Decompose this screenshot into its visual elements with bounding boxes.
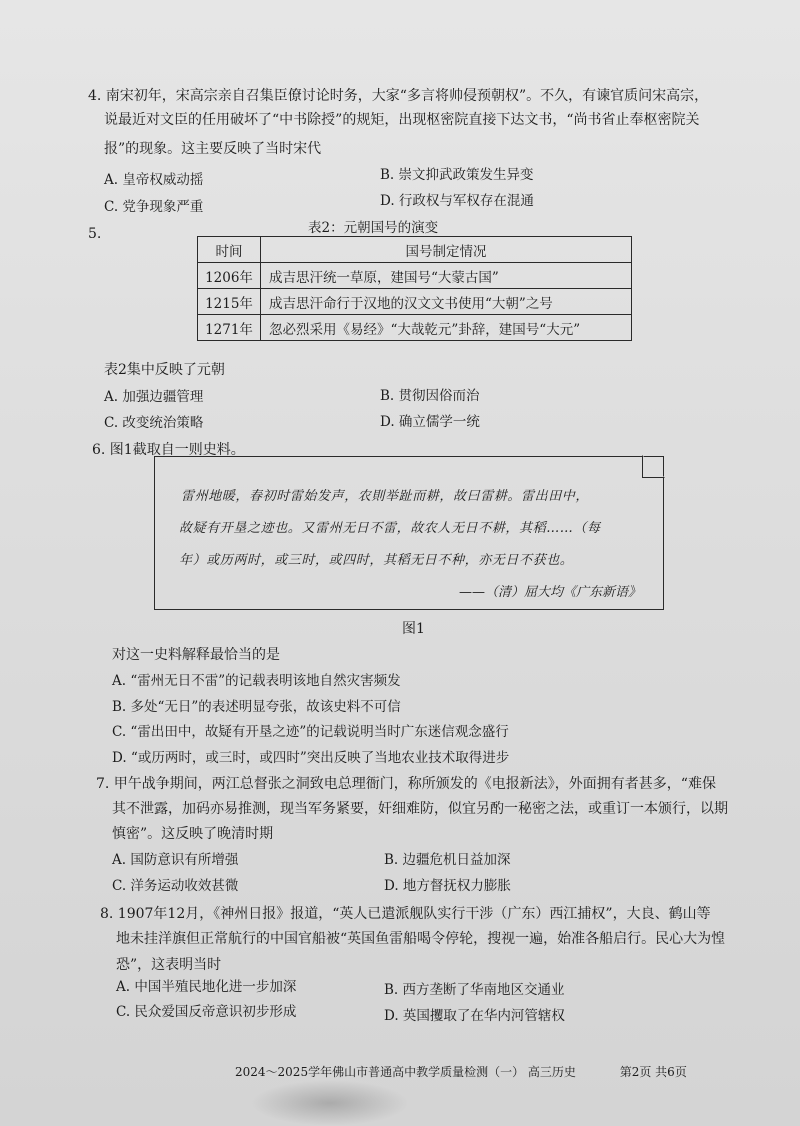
table-header-row (198, 237, 632, 263)
q6-option-d: D. “或历两时，或三时，或四时”突出反映了当地农业技术取得进步 (112, 750, 510, 766)
q4-line1: 4. 南宋初年，宋高宗亲自召集臣僚讨论时务，大家“多言将帅侵预朝权”。不久，有谏官质问宋高宗， (88, 88, 709, 104)
quote-source: ——（清）屈大均《广东新语》 (458, 585, 641, 600)
figure-caption: 图1 (402, 621, 425, 637)
q5-option-c: C. 改变统治策略 (104, 415, 204, 431)
q6-option-c: C. “雷出田中，故疑有开垦之迹”的记载说明当时广东迷信观念盛行 (112, 724, 509, 740)
table-cell-desc: 成吉思汗统一草原，建国号“大蒙古国” (261, 263, 632, 289)
q4-line2: 说最近对文臣的任用破坏了“中书除授”的规矩，出现枢密院直接下达文书，“尚书省止奉枢密院关 (104, 112, 700, 128)
q7-line3: 慎密”。这反映了晚清时期 (112, 826, 274, 842)
q5-option-b: B. 贯彻因俗而治 (380, 388, 480, 404)
q7-line2: 其不泄露，加码亦易推测，现当军务紧要，奸细难防，似宜另酌一秘密之法，或重订一本颁行，以期 (112, 801, 728, 817)
table-cell-year: 1215年 (198, 289, 261, 315)
table-cell-desc: 忽必烈采用《易经》“大哉乾元”卦辞，建国号“大元” (261, 315, 632, 341)
quote-line1: 雷州地暖，春初时雷始发声，农則举趾而耕，故曰雷耕。雷出田中， (181, 489, 590, 504)
q4-option-b: B. 崇文抑武政策发生异变 (380, 167, 534, 183)
q5-number: 5. (88, 226, 102, 242)
table-title: 表2：元朝国号的演变 (308, 220, 439, 236)
q6-intro: 6. 图1截取自一则史料。 (92, 442, 245, 458)
q8-option-c: C. 民众爱国反帝意识初步形成 (116, 1004, 297, 1020)
q8-line1: 8. 1907年12月，《神州日报》报道，“英人已遣派舰队实行干涉（广东）西江捕权”，大良、鹤山等 (100, 906, 711, 922)
q7-option-c: C. 洋务运动收效甚微 (112, 878, 239, 894)
quote-line2: 故疑有开垦之迹也。又雷州无日不雷，故农人无日不耕，其稻……（每 (179, 521, 601, 536)
page-footer (235, 1063, 687, 1080)
camera-shadow (250, 1080, 410, 1126)
quote-line3: 年）或历两时，或三时，或四时，其稻无日不种，亦无日不获也。 (179, 553, 574, 568)
q5-option-d: D. 确立儒学一统 (380, 414, 480, 430)
q6-stem: 对这一史料解释最恰当的是 (112, 647, 280, 663)
table-row (198, 289, 632, 315)
q4-option-d: D. 行政权与军权存在混通 (380, 193, 534, 209)
footer-page-number: 第2页 共6页 (619, 1065, 687, 1079)
footer-exam-title: 2024～2025学年佛山市普通高中教学质量检测（一） 高三历史 (235, 1065, 576, 1079)
table-cell-desc: 成吉思汗命行于汉地的汉文文书使用“大朝”之号 (261, 289, 632, 315)
q6-option-a: A. “雷州无日不雷”的记载表明该地自然灾害频发 (112, 673, 401, 689)
q8-option-a: A. 中国半殖民地化进一步加深 (116, 979, 297, 995)
q7-option-d: D. 地方督抚权力膨胀 (384, 878, 511, 894)
table-header-time: 时间 (198, 237, 261, 263)
q8-option-d: D. 英国攫取了在华内河管辖权 (384, 1008, 565, 1024)
source-quote-box (154, 456, 664, 610)
q5-option-a: A. 加强边疆管理 (104, 389, 204, 405)
table-cell-year: 1271年 (198, 315, 261, 341)
q6-option-b: B. 多处“无日”的表述明显夸张，故该史料不可信 (112, 699, 401, 715)
table-row (198, 315, 632, 341)
q8-line3: 恐”，这表明当时 (116, 957, 222, 973)
folded-corner (642, 455, 665, 478)
q8-line2: 地未挂洋旗但正常航行的中国官船被“英国鱼雷船喝令停轮，搜视一遍，始准各船启行。民心大为惶 (116, 931, 726, 947)
q4-line3: 报”的现象。这主要反映了当时宋代 (104, 141, 322, 157)
q7-option-a: A. 国防意识有所增强 (112, 852, 239, 868)
q4-option-a: A. 皇帝权威动摇 (104, 172, 204, 188)
q5-stem: 表2集中反映了元朝 (104, 362, 225, 378)
q4-option-c: C. 党争现象严重 (104, 199, 204, 215)
table-2 (197, 236, 632, 341)
table-header-desc: 国号制定情况 (261, 237, 632, 263)
q7-line1: 7. 甲午战争期间，两江总督张之洞致电总理衙门，称所颁发的《电报新法》，外面拥有者甚多，“难保 (96, 776, 716, 792)
table-row (198, 263, 632, 289)
q7-option-b: B. 边疆危机日益加深 (384, 852, 511, 868)
q8-option-b: B. 西方垄断了华南地区交通业 (384, 982, 565, 998)
table-cell-year: 1206年 (198, 263, 261, 289)
